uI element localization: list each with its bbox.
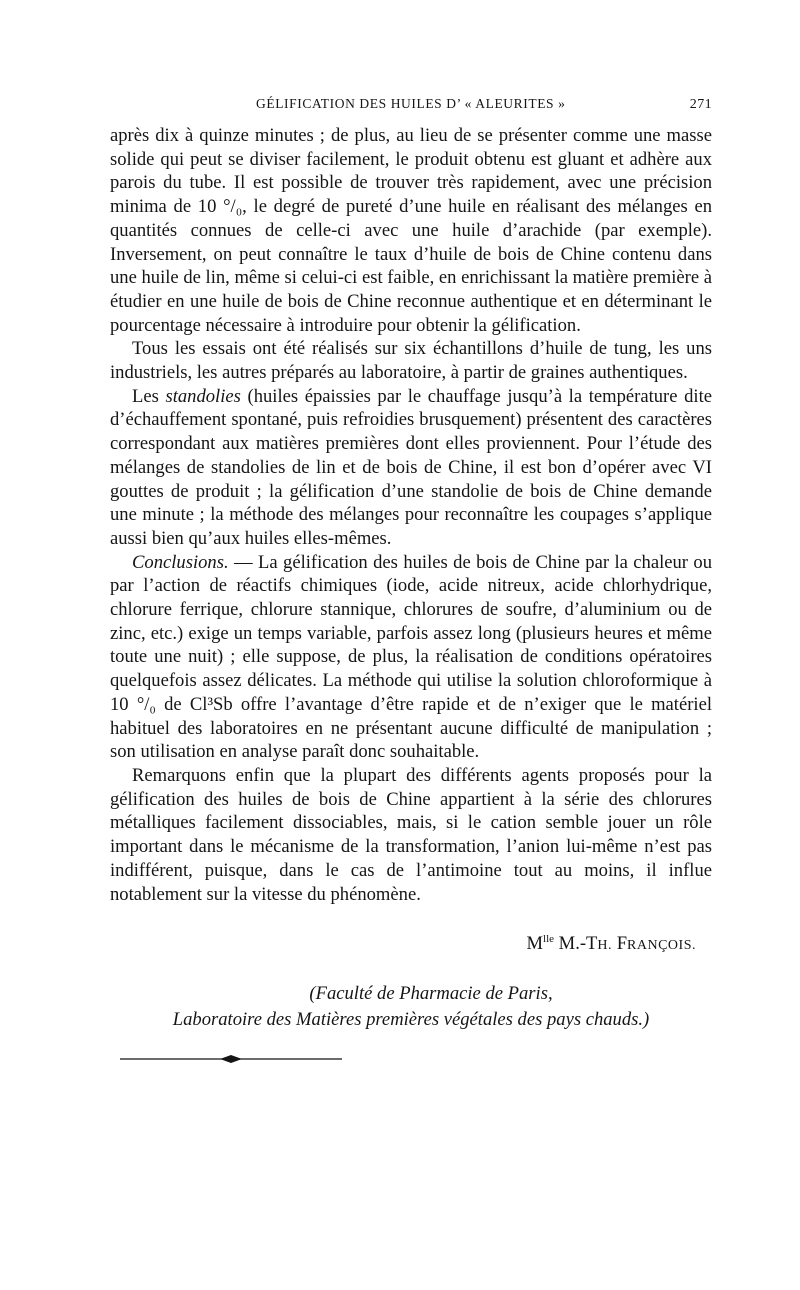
- paragraph-body: (huiles épaissies par le chauffage jusqu’à la température dite d’échauffement spontané, puis refroidies brusquement) présentent des caractères correspondant aux matières premières dont elles proviennent. Pour l’étude des mélanges de standolies de lin et de bois de Chine, il est bon d’opérer avec VI gouttes de produit ; la gélification d’une standolie de bois de Chine demande une minute ; la méthode des mélanges pour reconnaître les coupages s’applique aussi bien qu’aux huiles elles-mêmes.: [110, 385, 712, 549]
- signature-surname-rest: RANÇOIS.: [627, 938, 696, 954]
- signature-prefix-superscript: lle: [543, 933, 555, 946]
- signature-surname-initial: F: [616, 933, 628, 955]
- paragraph-standolies: [110, 385, 712, 551]
- paragraph-conclusions: [110, 551, 712, 764]
- author-signature: [110, 933, 712, 955]
- paragraph-samples: Tous les essais ont été réalisés sur six échantillons d’huile de tung, les uns industriels, les autres préparés au laboratoire, à partir de graines authentiques.: [110, 338, 712, 384]
- italic-term-standolies: standolies: [165, 385, 241, 407]
- paragraph-remarks: Remarquons enfin que la plupart des différents agents proposés pour la gélification des huiles de bois de Chine appartient à la série des chlorures métalliques facilement dissociables, mais, si le cation semble jouer un rôle important dans le mécanisme de la transformation, l’anion lui-même n’est pas indifférent, puisque, dans le cas de l’antimoine tout au moins, il influe notablement sur la vitesse du phénomène.: [110, 764, 712, 905]
- paragraph-lead-word: Les: [132, 385, 159, 407]
- affiliation-laboratory: Laboratoire des Matières premières végétales des pays chauds.): [172, 1009, 650, 1031]
- author-affiliation: [110, 981, 712, 1033]
- paragraph-body: — La gélification des huiles de bois de Chine par la chaleur ou par l’action de réactifs chimiques (iode, acide nitreux, acide chlorhydrique, chlorure ferrique, chlorure stannique, chlorures de soufre, d’aluminium ou de zinc, etc.) exige un temps variable, parfois assez long (plusieurs heures et même toute une nuit) ; elle suppose, de plus, la réalisation de conditions opératoires quelquefois assez délicates. La méthode qui utilise la solution chloroformique à 10 °/₀ de Cl³Sb offre l’avantage d’être rapide et de n’exiger que le matériel habituel des laboratoires en ne présentant aucune difficulté de manipulation ; son utilisation en analyse paraît donc souhaitable.: [110, 551, 712, 763]
- page-number: 271: [689, 97, 712, 112]
- affiliation-faculty: (Faculté de Pharmacie de Paris,: [309, 983, 553, 1005]
- page: [110, 96, 712, 1070]
- body-text: [110, 124, 712, 906]
- signature-prefix: M: [526, 933, 544, 955]
- paragraph-continuation: après dix à quinze minutes ; de plus, au lieu de se présenter comme une masse solide qui peut se diviser facilement, le produit obtenu est gluant et adhère aux parois du tube. Il est possible de trouver très rapidement, avec une précision minima de 10 °/₀, le degré de pureté d’une huile en réalisant des mélanges en quantités connues de celle-ci avec une huile d’arachide (par exemple). Inversement, on peut connaître le taux d’huile de bois de Chine contenu dans une huile de lin, même si celui-ci est faible, en enrichissant la matière première à étudier en une huile de bois de Chine reconnue authentique et en déterminant le pourcentage nécessaire à introduire pour obtenir la gélification.: [110, 125, 712, 336]
- running-head-title: GÉLIFICATION DES HUILES D’ « ALEURITES »: [256, 96, 566, 111]
- signature-initials: M.-T: [558, 933, 598, 955]
- signature-initials-small: H.: [597, 938, 613, 954]
- running-head: [110, 96, 712, 113]
- rule-with-diamond-ornament-icon: [120, 1053, 342, 1065]
- section-label-conclusions: Conclusions.: [132, 551, 229, 573]
